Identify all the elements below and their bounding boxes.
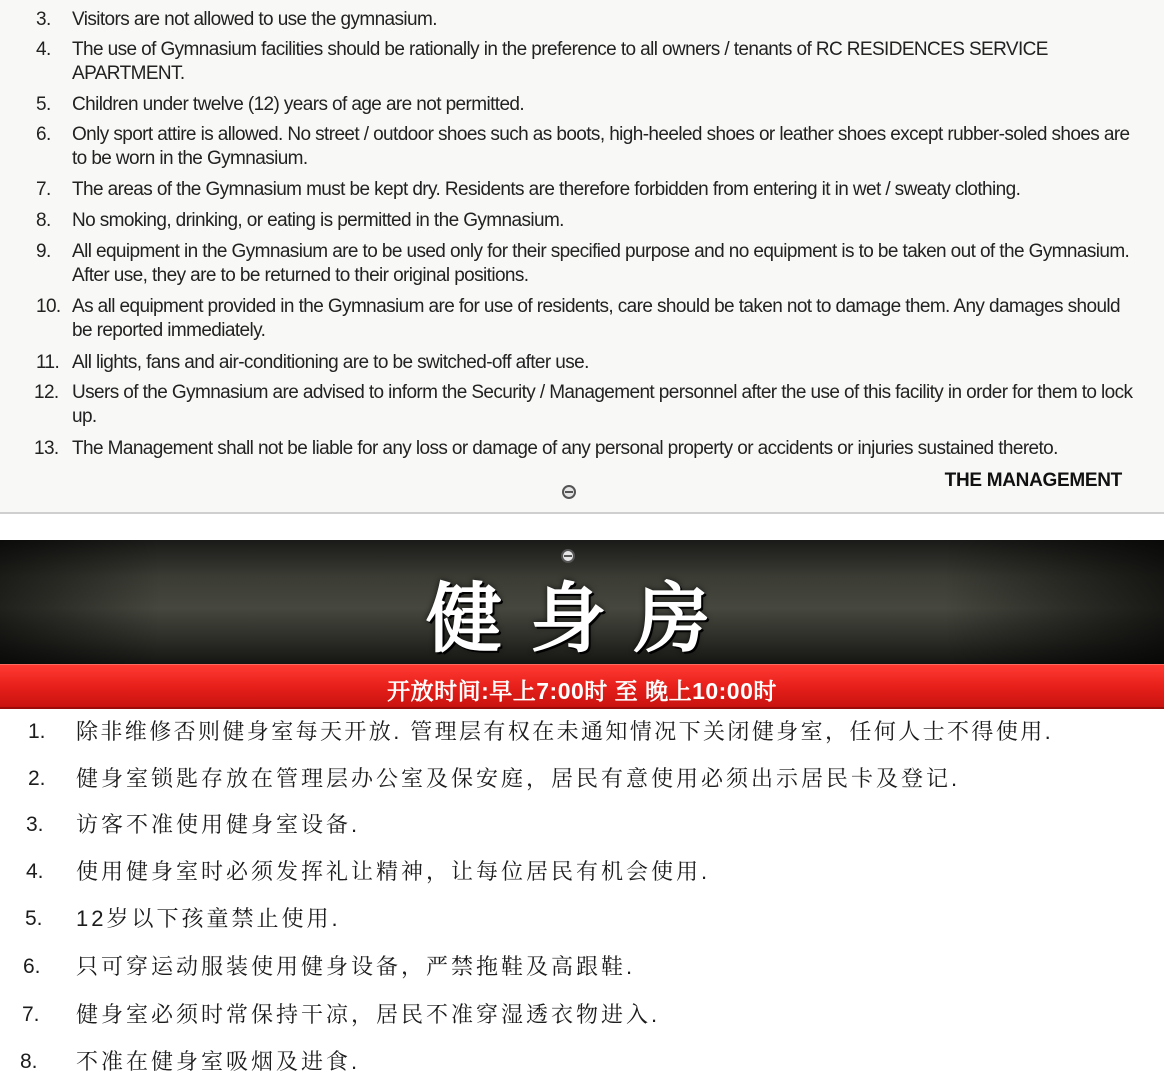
- rule-number: 10.: [36, 296, 61, 317]
- rule-number: 1.: [28, 720, 46, 743]
- rule-text: The Management shall not be liable for any loss or damage of any personal property or accidents or injuries sustained thereto.: [72, 438, 1058, 459]
- gym-title: 健身房: [426, 574, 738, 663]
- rule-number: 3.: [36, 9, 51, 30]
- rule-text: Only sport attire is allowed. No street / outdoor shoes such as boots, high-heeled shoes or leather shoes except rubber-soled shoes are to be worn in the Gymnasium.: [72, 124, 1130, 169]
- rule-text: The areas of the Gymnasium must be kept dry. Residents are therefore forbidden from entering it in wet / sweaty clothing.: [72, 179, 1021, 200]
- rule-number: 7.: [36, 179, 51, 200]
- english-rules-sign: [0, 0, 1164, 514]
- rule-text: As all equipment provided in the Gymnasium are for use of residents, care should be taken not to damage them. Any damages should be reported immediately.: [72, 296, 1121, 341]
- chinese-rules-sign: [0, 540, 1164, 1080]
- rule-text: 不准在健身室吸烟及进食.: [76, 1049, 361, 1074]
- rule-text: 除非维修否则健身室每天开放. 管理层有权在未通知情况下关闭健身室，任何人士不得使用.: [76, 719, 1054, 744]
- rule-number: 12.: [34, 382, 59, 403]
- rule-text: All equipment in the Gymnasium are to be used only for their specified purpose and no equipment is to be taken out of the Gymnasium. After use, they are to be returned to their original positions.: [72, 241, 1130, 286]
- title-banner: [0, 540, 1164, 664]
- rule-number: 5.: [25, 907, 43, 930]
- rule-number: 8.: [20, 1050, 38, 1073]
- rule-number: 2.: [28, 767, 46, 790]
- rule-number: 6.: [36, 124, 51, 145]
- rule-text: Children under twelve (12) years of age are not permitted.: [72, 94, 525, 115]
- rule-text: 使用健身室时必须发挥礼让精神，让每位居民有机会使用.: [76, 859, 711, 884]
- rule-number: 9.: [36, 241, 51, 262]
- rule-text: 健身室锁匙存放在管理层办公室及保安庭，居民有意使用必须出示居民卡及登记.: [76, 766, 961, 791]
- rule-number: 5.: [36, 94, 51, 115]
- rule-text: 访客不准使用健身室设备.: [76, 812, 361, 837]
- rule-number: 3.: [26, 813, 44, 836]
- rule-text: Users of the Gymnasium are advised to inform the Security / Management personnel after the use of this facility in order for them to lock up.: [72, 382, 1133, 427]
- rule-number: 8.: [36, 210, 51, 231]
- rule-number: 4.: [26, 860, 44, 883]
- management-signature: THE MANAGEMENT: [944, 470, 1122, 491]
- rule-text: All lights, fans and air-conditioning are to be switched-off after use.: [72, 352, 589, 373]
- rule-text: 健身室必须时常保持干凉，居民不准穿湿透衣物进入.: [76, 1002, 661, 1027]
- rule-number: 7.: [22, 1003, 40, 1026]
- rule-text: The use of Gymnasium facilities should be rationally in the preference to all owners / tenants of RC RESIDENCES SERVICE APARTMENT.: [72, 39, 1048, 84]
- rule-text: Visitors are not allowed to use the gymnasium.: [72, 9, 437, 30]
- rule-number: 6.: [23, 955, 41, 978]
- opening-hours: 开放时间:早上7:00时 至 晚上10:00时: [387, 678, 777, 704]
- opening-hours-bar: [0, 664, 1164, 709]
- rule-number: 13.: [34, 438, 59, 459]
- rule-text: 12岁以下孩童禁止使用.: [76, 906, 341, 931]
- rule-text: No smoking, drinking, or eating is permitted in the Gymnasium.: [72, 210, 564, 231]
- rule-text: 只可穿运动服装使用健身设备，严禁拖鞋及高跟鞋.: [76, 954, 636, 979]
- rule-number: 4.: [36, 39, 51, 60]
- screw-icon: [562, 485, 576, 499]
- rule-number: 11.: [36, 352, 60, 373]
